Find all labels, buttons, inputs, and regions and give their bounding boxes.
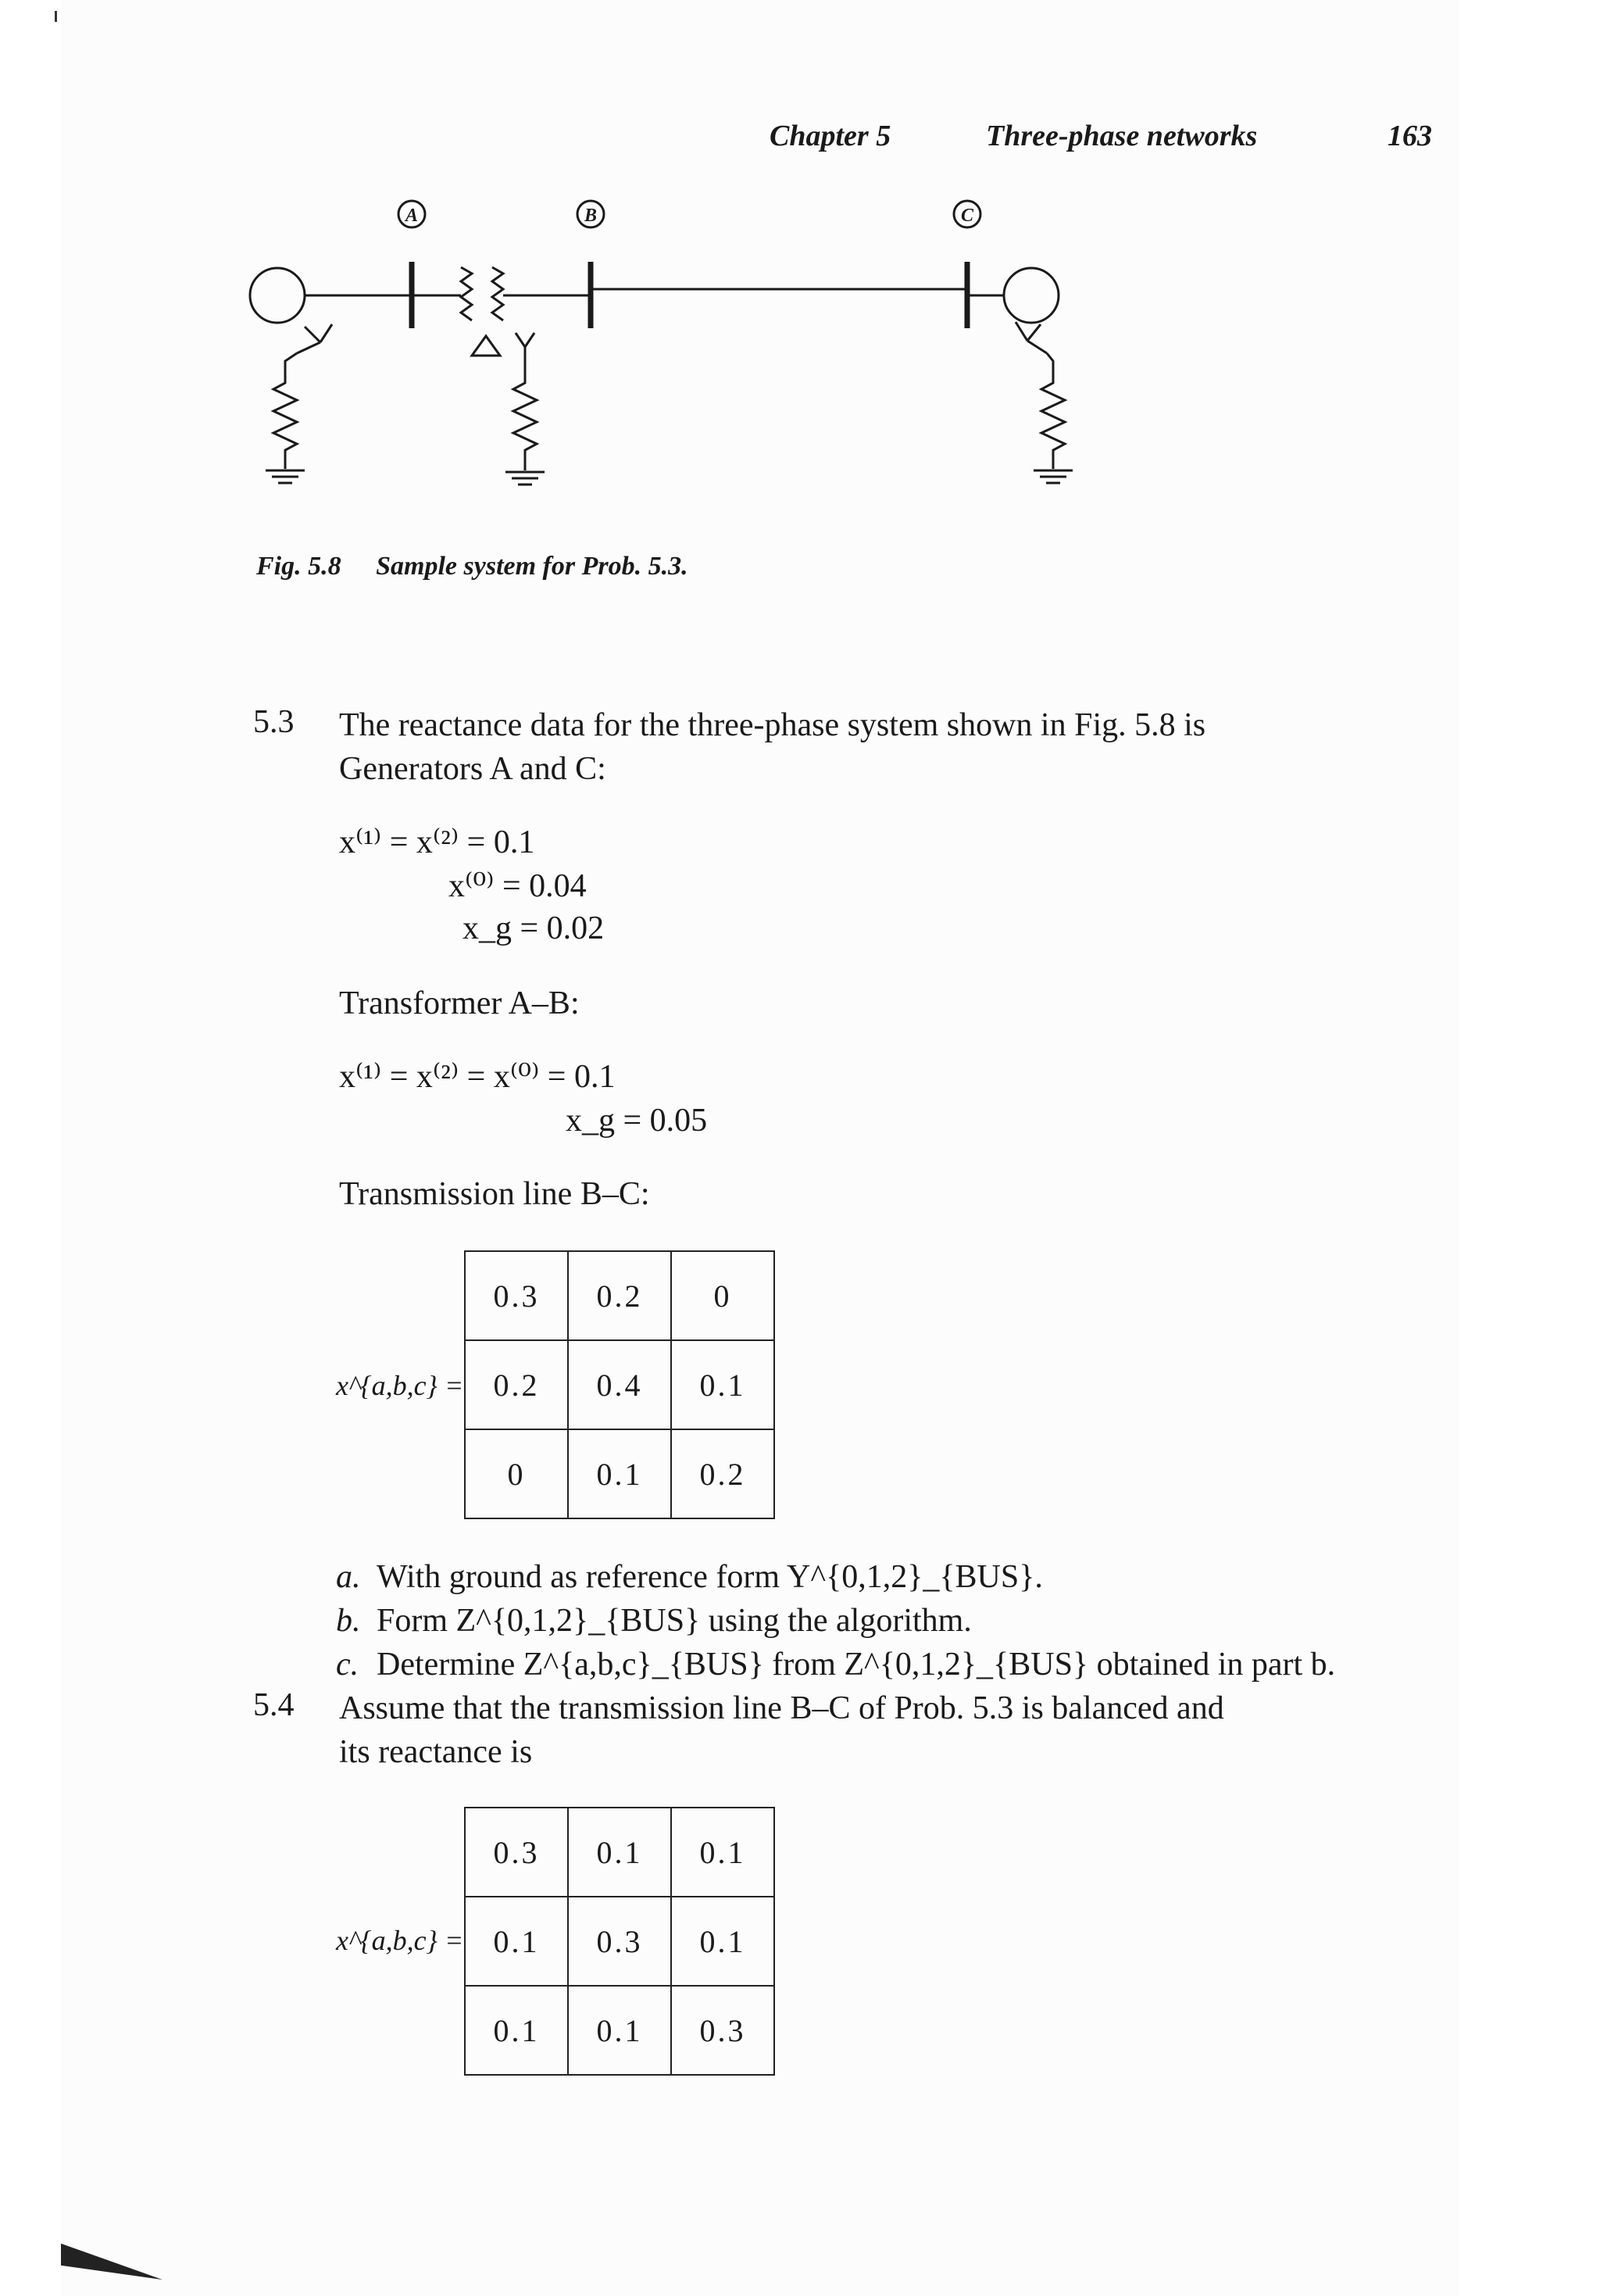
matrix-cell: 0.1	[568, 1986, 671, 2075]
generator-equation-3: x_g = 0.02	[462, 910, 605, 946]
figure-5-8	[234, 188, 1141, 531]
matrix-cell: 0.3	[671, 1986, 774, 2075]
running-head	[0, 119, 1438, 158]
transmission-line-heading: Transmission line B–C:	[339, 1176, 650, 1212]
reactance-matrix-5-4	[464, 1807, 775, 2076]
matrix-cell: 0.1	[671, 1808, 774, 1897]
svg-text:C: C	[960, 206, 974, 226]
transformer-a-b-symbol	[412, 267, 591, 485]
matrix-label: x^{a,b,c} =	[336, 1370, 464, 1401]
matrix-cell: 0	[465, 1429, 568, 1518]
transformer-equation-2: x_g = 0.05	[566, 1103, 708, 1139]
matrix-row	[465, 1897, 774, 1986]
scan-corner-mark	[55, 11, 57, 22]
caption-label: Fig. 5.8	[256, 552, 341, 581]
matrix-cell: 0.4	[568, 1340, 671, 1429]
matrix-row	[465, 1986, 774, 2075]
matrix-cell: 0.3	[568, 1897, 671, 1986]
problem-5-3-line-2: Generators A and C:	[339, 751, 606, 787]
matrix-cell: 0.2	[671, 1429, 774, 1518]
matrix-row	[465, 1429, 774, 1518]
item-label: a.	[336, 1559, 361, 1595]
generator-a-symbol	[250, 268, 412, 483]
svg-text:A: A	[405, 206, 419, 226]
matrix-cell: 0.1	[671, 1897, 774, 1986]
matrix-cell: 0.1	[568, 1808, 671, 1897]
item-text: Determine Z^{a,b,c}_{BUS} from Z^{0,1,2}_{BUS} obtained in part b.	[377, 1647, 1336, 1683]
svg-text:B: B	[584, 206, 598, 226]
bus-label-b	[577, 201, 604, 227]
matrix-cell: 0.3	[465, 1808, 568, 1897]
matrix-cell: 0.3	[465, 1251, 568, 1340]
problem-5-4-line-2: its reactance is	[339, 1734, 533, 1770]
list-item	[336, 1599, 972, 1643]
caption-text: Sample system for Prob. 5.3.	[376, 552, 688, 581]
list-item	[336, 1555, 1043, 1599]
figure-caption	[256, 552, 688, 581]
generator-equation-1: x⁽¹⁾ = x⁽²⁾ = 0.1	[339, 824, 535, 860]
problem-5-4-line-1: Assume that the transmission line B–C of Prob. 5.3 is balanced and	[339, 1690, 1224, 1726]
bus-label-a	[398, 201, 425, 227]
problem-5-3-line-1: The reactance data for the three-phase system shown in Fig. 5.8 is	[339, 707, 1206, 743]
matrix-cell: 0.1	[568, 1429, 671, 1518]
problem-number: 5.4	[253, 1687, 295, 1723]
reactance-matrix-5-3	[464, 1250, 775, 1519]
list-item	[336, 1643, 1335, 1686]
matrix-row	[465, 1340, 774, 1429]
matrix-row	[465, 1808, 774, 1897]
matrix-cell: 0.2	[465, 1340, 568, 1429]
item-label: c.	[336, 1647, 359, 1683]
chapter-label: Chapter 5	[770, 120, 891, 152]
matrix-cell: 0.1	[465, 1897, 568, 1986]
generator-c-symbol	[967, 268, 1073, 483]
matrix-row	[465, 1251, 774, 1340]
problem-number: 5.3	[253, 704, 295, 740]
matrix-cell: 0.1	[465, 1986, 568, 2075]
matrix-cell: 0.1	[671, 1340, 774, 1429]
matrix-label: x^{a,b,c} =	[336, 1925, 464, 1956]
transformer-heading: Transformer A–B:	[339, 985, 580, 1021]
item-label: b.	[336, 1603, 361, 1639]
bus-label-c	[954, 201, 980, 227]
item-text: Form Z^{0,1,2}_{BUS} using the algorithm.	[377, 1603, 972, 1639]
matrix-cell: 0.2	[568, 1251, 671, 1340]
matrix-cell: 0	[671, 1251, 774, 1340]
item-text: With ground as reference form Y^{0,1,2}_{BUS}.	[377, 1559, 1043, 1595]
chapter-title: Three-phase networks	[986, 120, 1258, 152]
page-number: 163	[1388, 120, 1432, 152]
transformer-equation-1: x⁽¹⁾ = x⁽²⁾ = x⁽⁰⁾ = 0.1	[339, 1059, 616, 1095]
generator-equation-2: x⁽⁰⁾ = 0.04	[448, 868, 587, 904]
